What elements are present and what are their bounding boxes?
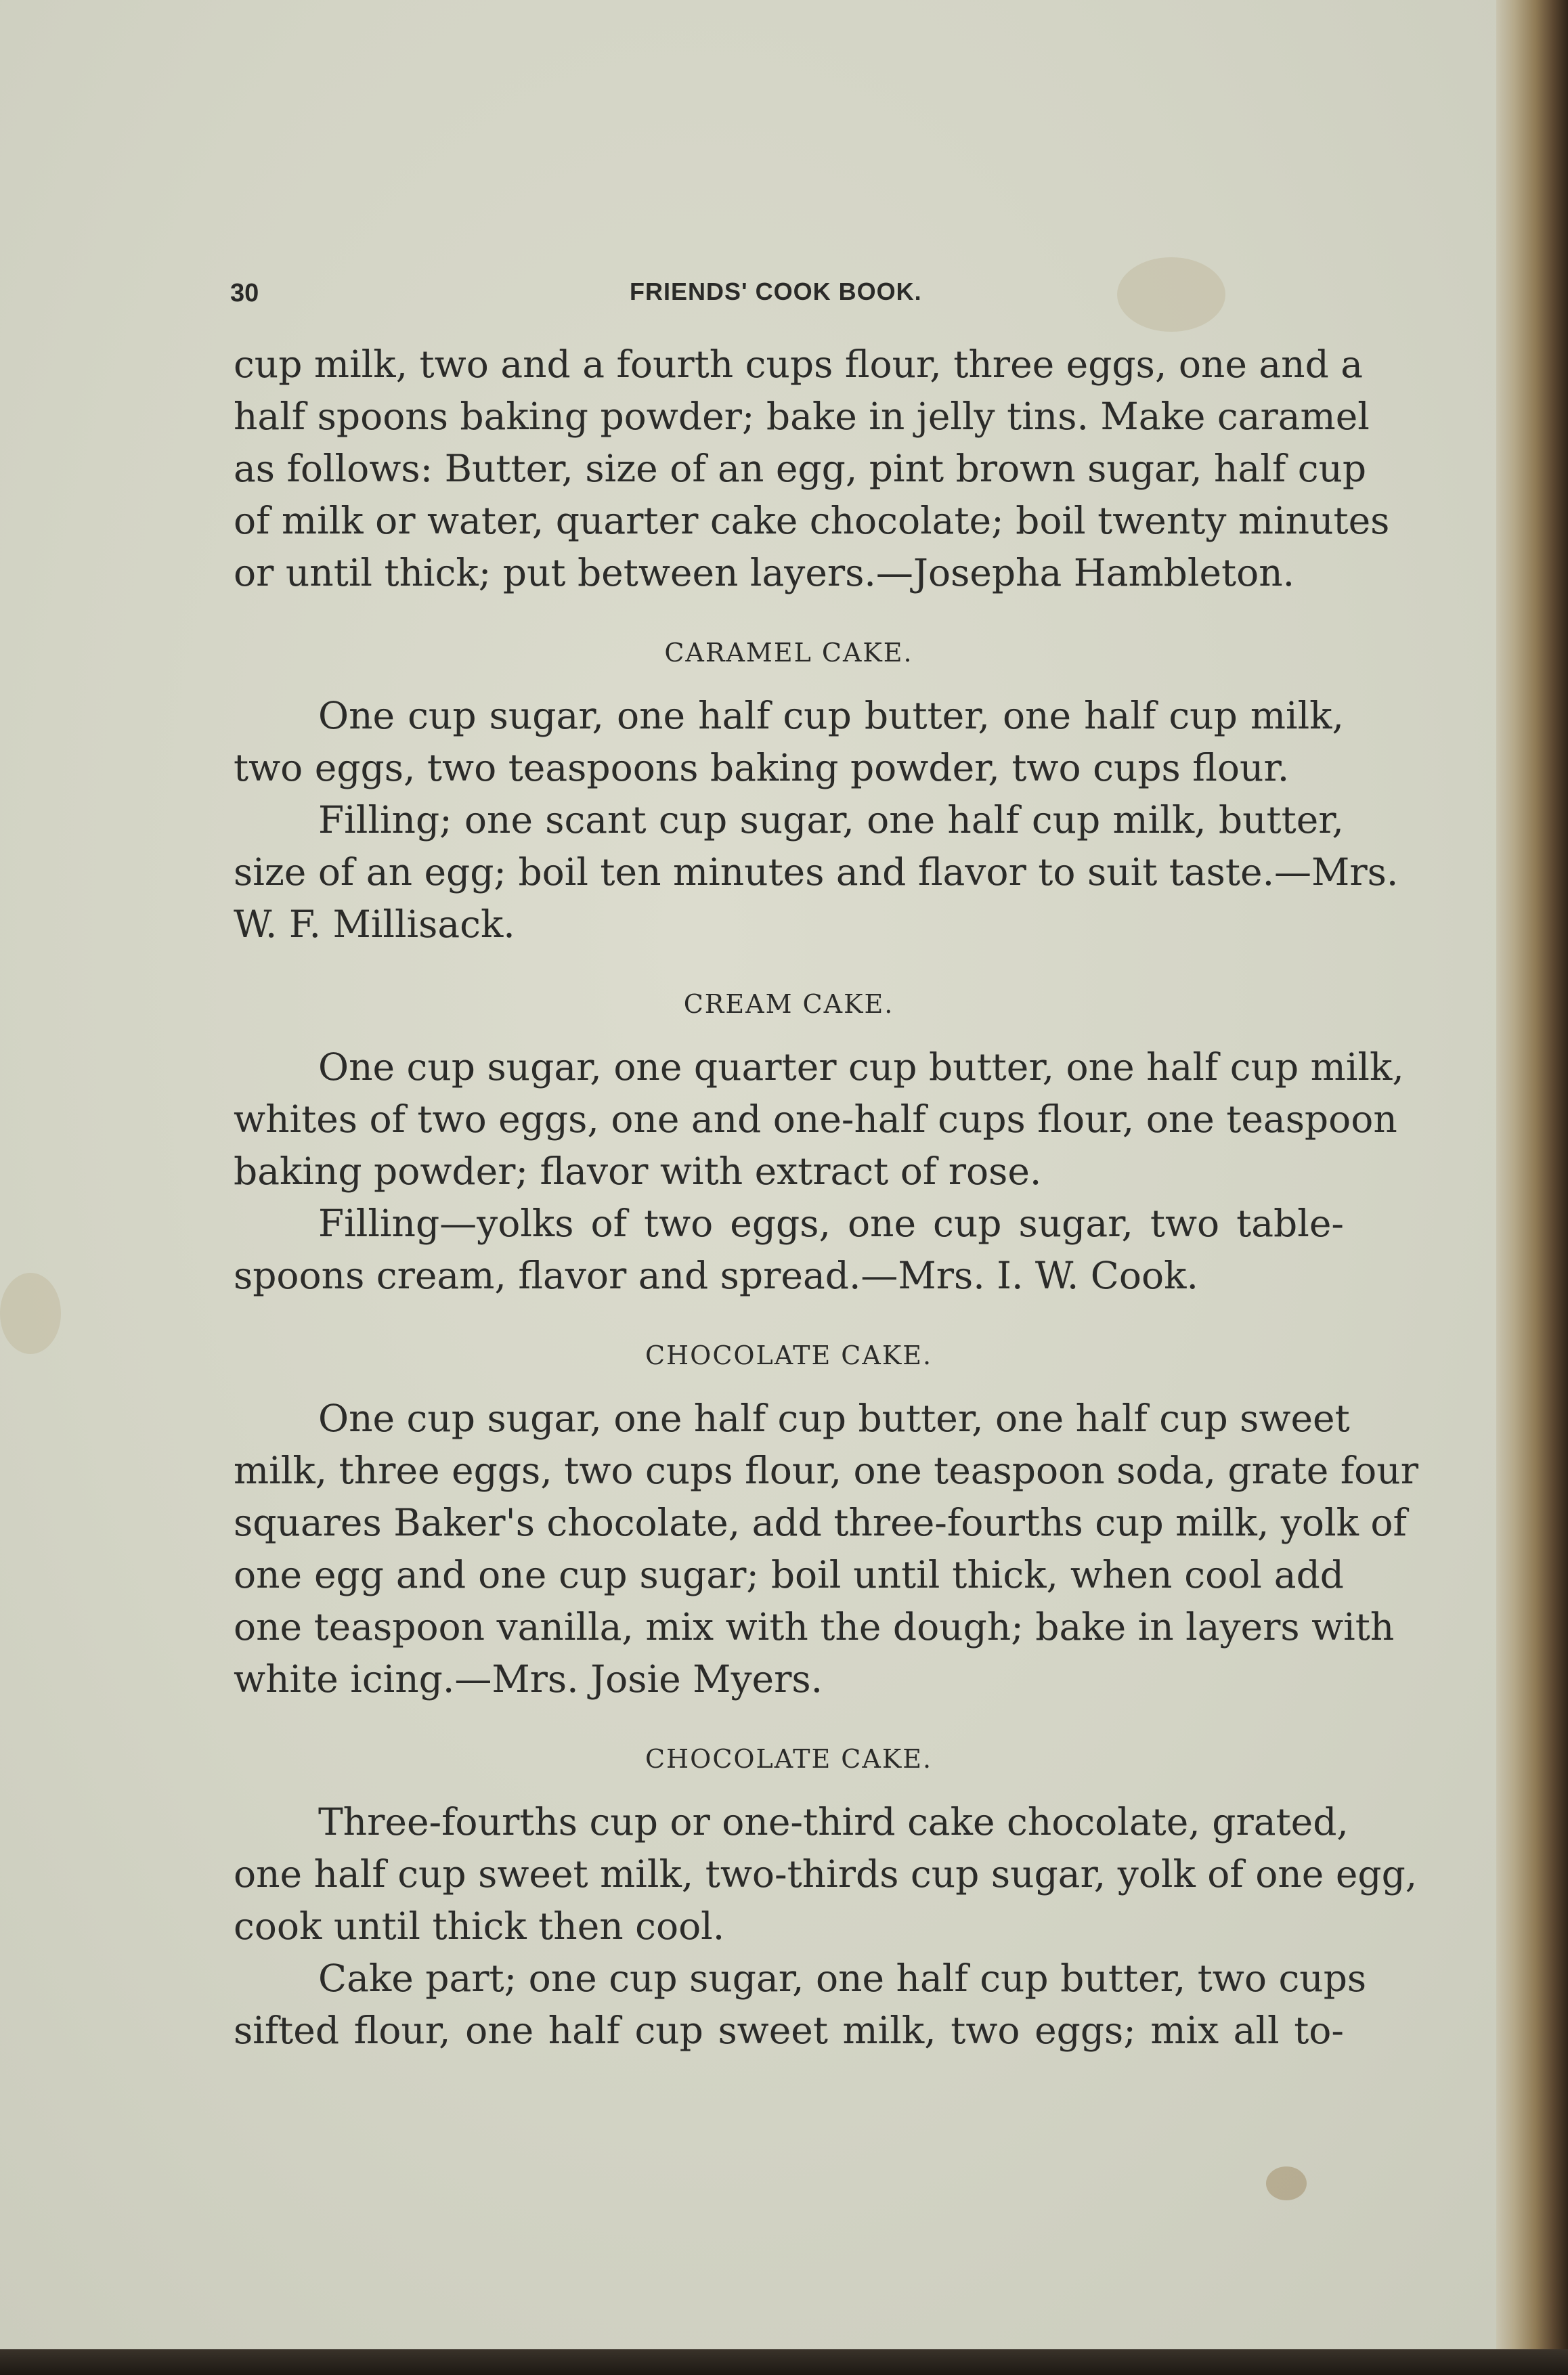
book-bottom-edge: [0, 2349, 1568, 2375]
text-line: cook until thick then cool.: [234, 1904, 725, 1948]
recipe-paragraph: [234, 1041, 1404, 1198]
recipe-paragraph: [234, 690, 1344, 794]
text-line: Cake part; one cup sugar, one half cup butter, two cups: [318, 1957, 1367, 2000]
text-line: milk, three eggs, two cups flour, one teaspoon soda, grate four: [234, 1449, 1419, 1492]
section-gap: [234, 951, 1344, 967]
text-line: baking powder; flavor with extract of rose.: [234, 1150, 1042, 1193]
text-line: sifted flour, one half cup sweet milk, two eggs; mix all to-: [234, 2009, 1344, 2052]
paper-stain: [1266, 2166, 1307, 2200]
recipe-paragraph: [234, 339, 1390, 599]
recipe-section: [234, 1318, 1419, 1722]
text-line: squares Baker's chocolate, add three-fourths cup milk, yolk of: [234, 1501, 1407, 1544]
recipe-paragraph: [234, 1198, 1344, 1302]
recipe-paragraph: [234, 794, 1399, 951]
text-line: whites of two eggs, one and one-half cups flour, one teaspoon: [234, 1097, 1397, 1141]
page-number: 30: [230, 279, 259, 307]
text-line: as follows: Butter, size of an egg, pint brown sugar, half cup: [234, 447, 1367, 490]
recipe-section: [234, 615, 1399, 967]
text-line: One cup sugar, one half cup butter, one half cup milk,: [318, 694, 1344, 737]
recipe-section: [234, 1722, 1418, 2057]
text-line: One cup sugar, one half cup butter, one half cup sweet: [318, 1397, 1350, 1440]
recipe-paragraph: [234, 1953, 1367, 2057]
text-line: W. F. Millisack.: [234, 902, 515, 946]
running-head: [0, 271, 1550, 318]
text-line: of milk or water, quarter cake chocolate; boil twenty minutes: [234, 499, 1390, 542]
text-line: cup milk, two and a fourth cups flour, three eggs, one and a: [234, 343, 1364, 386]
text-line: or until thick; put between layers.—Josepha Hambleton.: [234, 551, 1295, 594]
text-line: One cup sugar, one quarter cup butter, one half cup milk,: [318, 1045, 1404, 1089]
text-line: spoons cream, flavor and spread.—Mrs. I. W. Cook.: [234, 1254, 1198, 1297]
text-line: one teaspoon vanilla, mix with the dough; bake in layers with: [234, 1605, 1395, 1649]
recipe-paragraph: [234, 1393, 1419, 1705]
text-line: Filling—yolks of two eggs, one cup sugar, two table-: [318, 1202, 1344, 1245]
section-gap: [234, 1705, 1344, 1722]
text-line: two eggs, two teaspoons baking powder, two cups flour.: [234, 746, 1290, 789]
text-line: half spoons baking powder; bake in jelly tins. Make caramel: [234, 395, 1370, 438]
section-gap: [234, 1302, 1344, 1318]
recipe-section: [234, 339, 1390, 615]
text-line: Three-fourths cup or one-third cake chocolate, grated,: [318, 1800, 1349, 1844]
recipe-section: [234, 967, 1404, 1318]
page-body: [234, 339, 1419, 2057]
recipe-heading: CARAMEL CAKE.: [664, 638, 913, 668]
recipe-heading: CHOCOLATE CAKE.: [645, 1744, 933, 1774]
text-line: one egg and one cup sugar; boil until thick, when cool add: [234, 1553, 1344, 1596]
recipe-heading: CREAM CAKE.: [683, 989, 894, 1019]
recipe-heading: CHOCOLATE CAKE.: [645, 1341, 933, 1370]
book-spine: [1496, 0, 1568, 2375]
recipe-paragraph: [234, 1796, 1418, 1953]
paper-stain: [0, 1273, 61, 1354]
book-title: FRIENDS' COOK BOOK.: [630, 278, 922, 305]
text-line: Filling; one scant cup sugar, one half cup milk, butter,: [318, 798, 1344, 842]
text-line: white icing.—Mrs. Josie Myers.: [234, 1657, 823, 1701]
text-line: one half cup sweet milk, two-thirds cup sugar, yolk of one egg,: [234, 1852, 1418, 1896]
section-gap: [234, 599, 1344, 615]
text-line: size of an egg; boil ten minutes and flavor to suit taste.—Mrs.: [234, 850, 1399, 894]
